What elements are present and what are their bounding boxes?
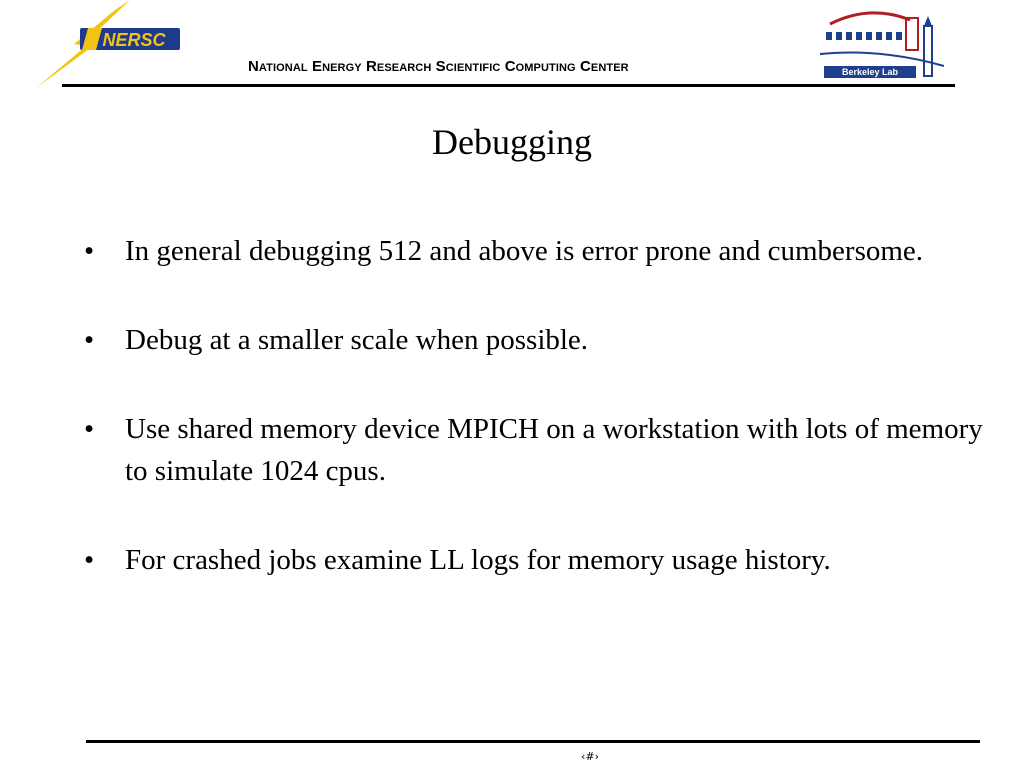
bullet-text: In general debugging 512 and above is error prone and cumbersome.: [125, 235, 924, 267]
bullet-marker: •: [84, 413, 95, 445]
berkeley-logo-text: Berkeley Lab: [841, 67, 899, 77]
bullet-item: [84, 408, 984, 492]
bullet-item: [84, 539, 984, 581]
bullet-list: [84, 230, 984, 581]
nersc-logo-text: NERSC: [102, 30, 166, 50]
footer-divider: [86, 740, 980, 743]
header-divider: [62, 84, 955, 87]
slide-title: Debugging: [432, 122, 592, 162]
bullet-marker: •: [84, 324, 95, 356]
bullet-text: Debug at a smaller scale when possible.: [125, 324, 589, 356]
bullet-marker: •: [84, 235, 95, 267]
bullet-marker: •: [84, 544, 95, 576]
bullet-text: For crashed jobs examine LL logs for memory usage history.: [125, 544, 831, 576]
bullet-item: [84, 230, 984, 272]
page-number: ‹#›: [580, 750, 599, 763]
org-name: National Energy Research Scientific Computing Center: [248, 58, 629, 75]
berkeley-lab-logo: [820, 4, 948, 82]
bullet-item: [84, 319, 984, 361]
nersc-logo: [30, 0, 185, 90]
bullet-text: Use shared memory device MPICH on a workstation with lots of memory to simulate 1024 cpus.: [125, 413, 983, 487]
